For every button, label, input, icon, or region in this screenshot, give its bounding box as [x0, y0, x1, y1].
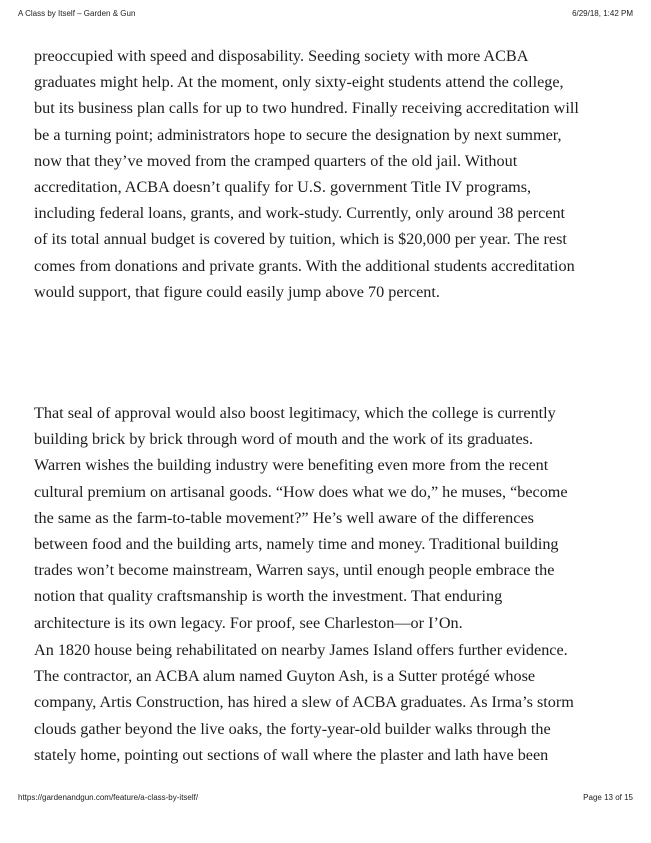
- paragraph-line: clouds gather beyond the live oaks, the forty-year-old builder walks through the: [34, 719, 551, 738]
- paragraph-line: cultural premium on artisanal goods. “How does what we do,” he muses, “become: [34, 482, 568, 501]
- paragraph-line: The contractor, an ACBA alum named Guyton Ash, is a Sutter protégé whose: [34, 667, 536, 686]
- paragraph-line: the same as the farm-to-table movement?” He’s well aware of the differences: [34, 508, 534, 527]
- paragraph-line: graduates might help. At the moment, only sixty-eight students attend the college,: [34, 73, 564, 92]
- article-paragraph: [34, 43, 634, 305]
- paragraph-line: would support, that figure could easily jump above 70 percent.: [34, 282, 440, 301]
- paragraph-line: but its business plan calls for up to two hundred. Finally receiving accreditation will: [34, 99, 579, 118]
- print-header-title: A Class by Itself – Garden & Gun: [18, 9, 136, 18]
- paragraph-line: Warren wishes the building industry were benefiting even more from the recent: [34, 456, 549, 475]
- paragraph-line: notion that quality craftsmanship is worth the investment. That enduring: [34, 587, 503, 606]
- paragraph-line: comes from donations and private grants. With the additional students accreditation: [34, 256, 575, 275]
- article-paragraph: [34, 637, 634, 768]
- paragraph-line: stately home, pointing out sections of wall where the plaster and lath have been: [34, 745, 549, 764]
- paragraph-line: An 1820 house being rehabilitated on nearby James Island offers further evidence.: [34, 641, 568, 659]
- print-footer-url[interactable]: https://gardenandgun.com/feature/a-class-by-itself/: [18, 793, 199, 802]
- print-footer-page-number: Page 13 of 15: [583, 793, 633, 802]
- paragraph-line: architecture is its own legacy. For proof, see Charleston—or I’On.: [34, 613, 463, 632]
- paragraph-line: trades won’t become mainstream, Warren says, until enough people embrace the: [34, 561, 555, 580]
- paragraph-line: including federal loans, grants, and work-study. Currently, only around 38 percent: [34, 204, 566, 223]
- article-paragraph: [34, 400, 634, 636]
- paragraph-line: accreditation, ACBA doesn’t qualify for U.S. government Title IV programs,: [34, 178, 532, 197]
- print-header-timestamp: 6/29/18, 1:42 PM: [572, 9, 633, 18]
- paragraph-line: building brick by brick through word of mouth and the work of its graduates.: [34, 430, 534, 449]
- paragraph-line: between food and the building arts, namely time and money. Traditional building: [34, 535, 559, 554]
- paragraph-line: now that they’ve moved from the cramped quarters of the old jail. Without: [34, 151, 518, 170]
- paragraph-line: That seal of approval would also boost legitimacy, which the college is currently: [34, 404, 556, 422]
- paragraph-line: of its total annual budget is covered by tuition, which is $20,000 per year. The rest: [34, 230, 567, 249]
- paragraph-line: be a turning point; administrators hope to secure the designation by next summer,: [34, 125, 562, 144]
- paragraph-line: company, Artis Construction, has hired a slew of ACBA graduates. As Irma’s storm: [34, 693, 574, 712]
- paragraph-line: preoccupied with speed and disposability. Seeding society with more ACBA: [34, 47, 529, 65]
